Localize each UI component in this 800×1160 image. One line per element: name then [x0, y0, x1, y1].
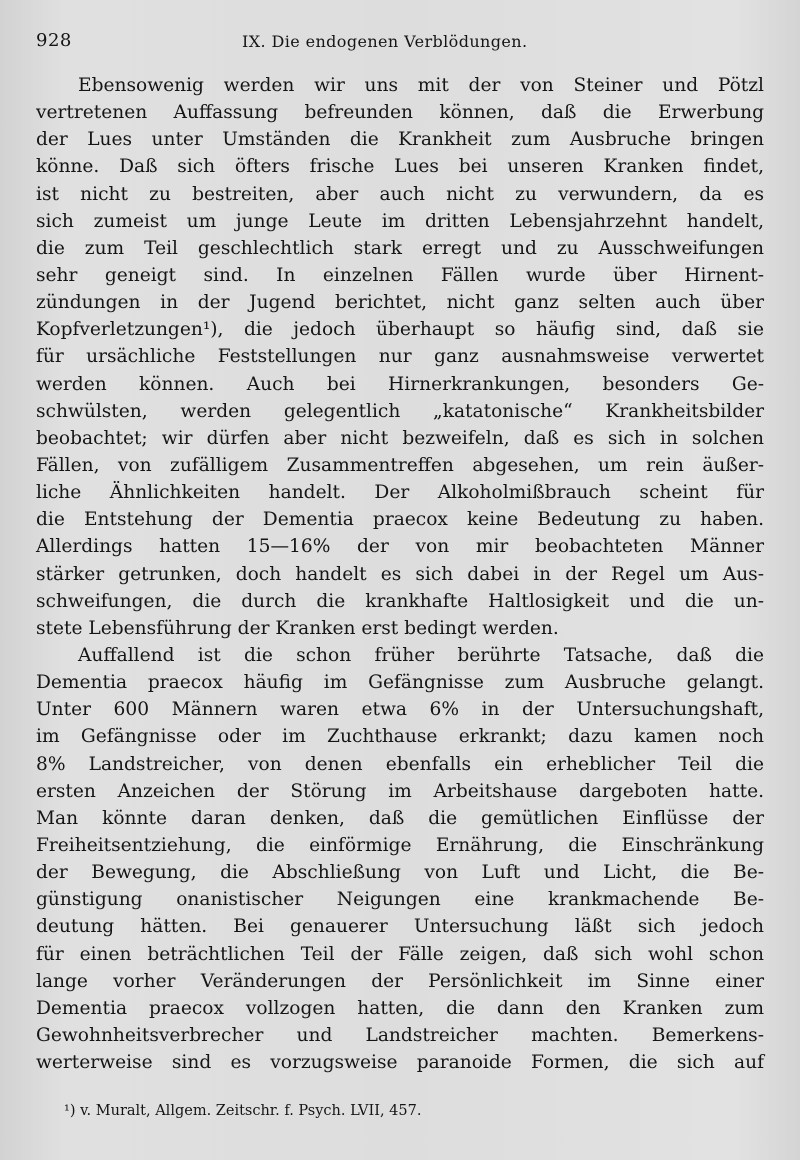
text-line: Auffallend ist die schon früher berührte Tatsache, daß die [78, 644, 764, 666]
footnote: ¹) v. Muralt, Allgem. Zeitschr. f. Psych. LVII, 457. [64, 1103, 422, 1119]
text-line: die zum Teil geschlechtlich stark erregt und zu Ausschweifungen [36, 237, 764, 259]
text-line: vertretenen Auffassung befreunden können, daß die Erwerbung [36, 102, 764, 124]
text-line: der Lues unter Umständen die Krankheit zum Ausbruche bringen [36, 129, 764, 151]
text-line: liche Ähnlichkeiten handelt. Der Alkoholmißbrauch scheint für [36, 482, 764, 504]
text-line: der Bewegung, die Abschließung von Luft und Licht, die Be- [36, 862, 764, 884]
text-line: Fällen, von zufälligem Zusammentreffen abgesehen, um rein äußer- [36, 454, 764, 476]
text-line: Ebensowenig werden wir uns mit der von Steiner und Pötzl [78, 75, 764, 96]
text-line: schwülsten, werden gelegentlich „katatonische“ Krankheitsbilder [36, 400, 764, 422]
text-line: sehr geneigt sind. In einzelnen Fällen wurde über Hirnent- [36, 264, 764, 286]
text-line: Dementia praecox häufig im Gefängnisse zum Ausbruche gelangt. [36, 672, 764, 694]
text-line: die Entstehung der Dementia praecox keine Bedeutung zu haben. [36, 509, 764, 531]
page-header [36, 30, 764, 60]
text-line: könne. Daß sich öfters frische Lues bei unseren Kranken findet, [36, 156, 764, 178]
text-line: beobachtet; wir dürfen aber nicht bezweifeln, daß es sich in solchen [36, 427, 764, 449]
text-line: Unter 600 Männern waren etwa 6% in der Untersuchungshaft, [36, 699, 764, 721]
text-line: stete Lebensführung der Kranken erst bedingt werden. [36, 617, 559, 639]
running-title: IX. Die endogenen Verblödungen. [242, 32, 528, 51]
text-line: im Gefängnisse oder im Zuchthause erkrankt; dazu kamen noch [36, 726, 764, 748]
text-line: für einen beträchtlichen Teil der Fälle zeigen, daß sich wohl schon [36, 943, 764, 965]
text-line: sich zumeist um junge Leute im dritten Lebensjahrzehnt handelt, [36, 210, 764, 232]
text-line: günstigung onanistischer Neigungen eine krankmachende Be- [36, 889, 764, 911]
text-line: schweifungen, die durch die krankhafte Haltlosigkeit und die un- [36, 590, 764, 612]
text-line: Freiheitsentziehung, die einförmige Ernährung, die Einschränkung [36, 834, 764, 856]
text-line: zündungen in der Jugend berichtet, nicht ganz selten auch über [36, 292, 764, 314]
body-text [36, 72, 764, 1076]
text-line: 8% Landstreicher, von denen ebenfalls ein erheblicher Teil die [36, 753, 764, 775]
text-line: deutung hätten. Bei genauerer Untersuchung läßt sich jedoch [36, 916, 764, 938]
text-line: werterweise sind es vorzugsweise paranoide Formen, die sich auf [36, 1052, 764, 1074]
text-line: Gewohnheitsverbrecher und Landstreicher machten. Bemerkens- [36, 1024, 764, 1046]
text-line: werden können. Auch bei Hirnerkrankungen, besonders Ge- [36, 373, 764, 395]
text-line: ersten Anzeichen der Störung im Arbeitshause dargeboten hatte. [36, 780, 764, 802]
text-line: Man könnte daran denken, daß die gemütlichen Einflüsse der [36, 807, 764, 829]
text-line: Dementia praecox vollzogen hatten, die dann den Kranken zum [36, 997, 764, 1019]
text-line: ist nicht zu bestreiten, aber auch nicht zu verwundern, da es [36, 183, 764, 205]
text-line: stärker getrunken, doch handelt es sich dabei in der Regel um Aus- [36, 563, 764, 585]
text-line: lange vorher Veränderungen der Persönlichkeit im Sinne einer [36, 970, 764, 992]
page-number: 928 [36, 30, 72, 51]
text-line: Kopfverletzungen¹), die jedoch überhaupt so häufig sind, daß sie [36, 319, 764, 341]
text-line: für ursächliche Feststellungen nur ganz ausnahmsweise verwertet [36, 346, 764, 368]
text-line: Allerdings hatten 15—16% der von mir beobachteten Männer [36, 536, 764, 558]
